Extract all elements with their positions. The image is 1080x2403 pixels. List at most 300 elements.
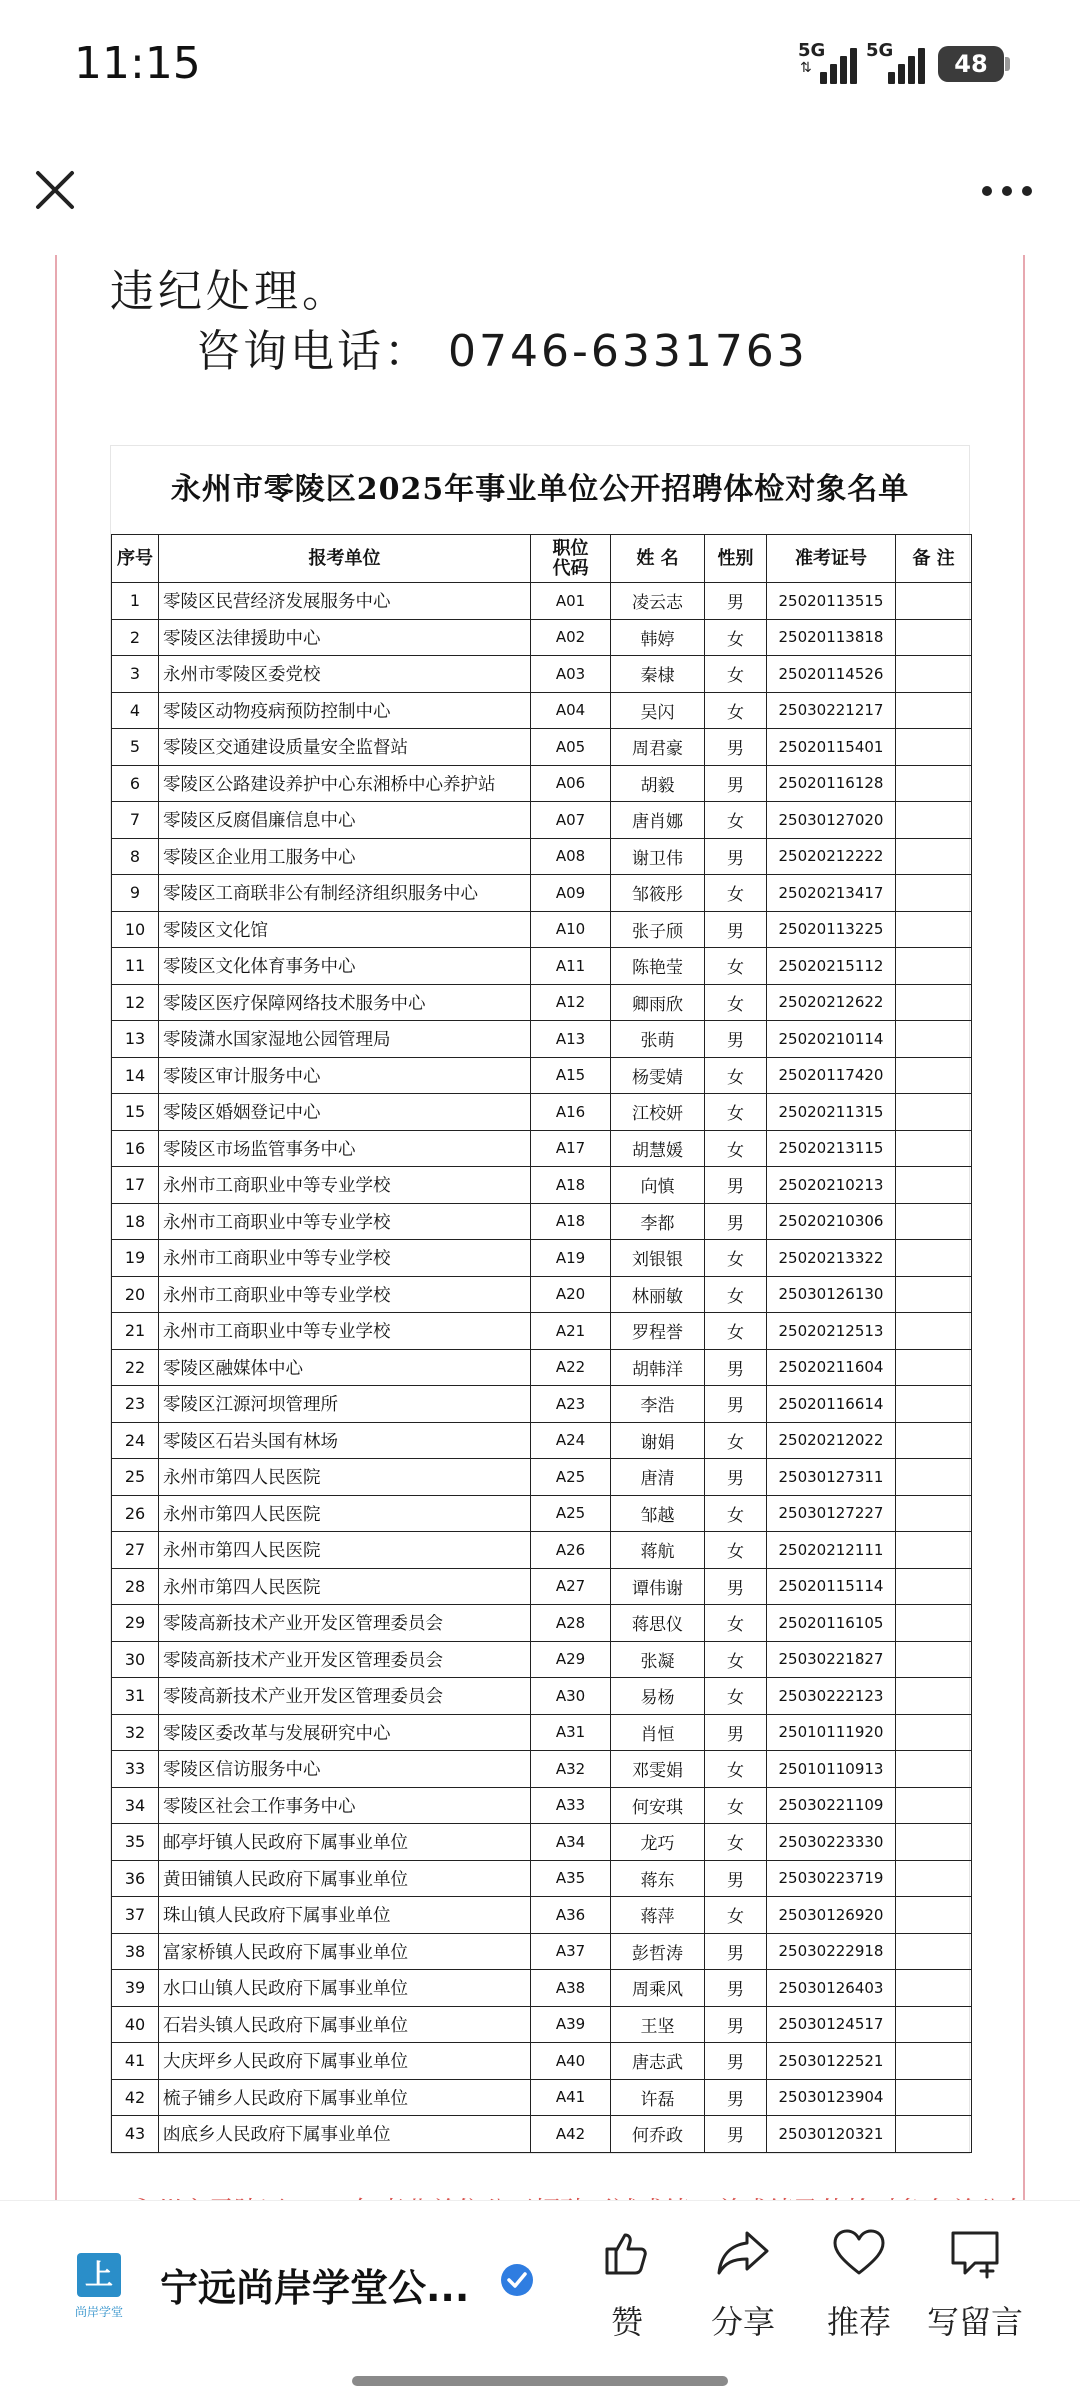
row-ticket: 25030223330 (767, 1824, 896, 1861)
row-unit: 零陵区交通建设质量安全监督站 (159, 729, 531, 766)
row-unit: 零陵区融媒体中心 (159, 1349, 531, 1386)
table-row (112, 1349, 972, 1386)
row-remark (896, 1532, 972, 1569)
document-image[interactable] (110, 445, 970, 2154)
row-remark (896, 2043, 972, 2080)
row-ticket: 25020212111 (767, 1532, 896, 1569)
row-name: 邹越 (611, 1495, 705, 1532)
row-name: 向慎 (611, 1167, 705, 1204)
row-position-code: A40 (531, 2043, 611, 2080)
table-row (112, 1714, 972, 1751)
row-seq: 19 (112, 1240, 159, 1277)
row-gender: 男 (705, 1167, 767, 1204)
row-seq: 9 (112, 875, 159, 912)
table-row (112, 1532, 972, 1569)
row-ticket: 25020212022 (767, 1422, 896, 1459)
more-icon[interactable] (978, 180, 1038, 202)
row-name: 谢娟 (611, 1422, 705, 1459)
row-remark (896, 1167, 972, 1204)
row-gender: 男 (705, 2116, 767, 2153)
row-name: 唐志武 (611, 2043, 705, 2080)
nav-bar (0, 130, 1080, 255)
row-unit: 零陵区社会工作事务中心 (159, 1787, 531, 1824)
table-row (112, 1568, 972, 1605)
table-row (112, 1824, 972, 1861)
row-seq: 23 (112, 1386, 159, 1423)
row-seq: 6 (112, 765, 159, 802)
row-seq: 29 (112, 1605, 159, 1642)
row-position-code: A23 (531, 1386, 611, 1423)
table-row (112, 1203, 972, 1240)
row-ticket: 25020212622 (767, 984, 896, 1021)
row-gender: 男 (705, 2079, 767, 2116)
row-gender: 男 (705, 1459, 767, 1496)
row-ticket: 25030221827 (767, 1641, 896, 1678)
row-gender: 男 (705, 1860, 767, 1897)
table-header (112, 535, 972, 583)
row-name: 彭哲涛 (611, 1933, 705, 1970)
row-gender: 男 (705, 838, 767, 875)
row-seq: 13 (112, 1021, 159, 1058)
table-row (112, 1787, 972, 1824)
row-unit: 永州市第四人民医院 (159, 1568, 531, 1605)
row-ticket: 25020213322 (767, 1240, 896, 1277)
row-seq: 34 (112, 1787, 159, 1824)
row-unit: 零陵区石岩头国有林场 (159, 1422, 531, 1459)
row-gender: 女 (705, 984, 767, 1021)
row-position-code: A12 (531, 984, 611, 1021)
row-ticket: 25020212222 (767, 838, 896, 875)
row-unit: 永州市第四人民医院 (159, 1459, 531, 1496)
row-position-code: A31 (531, 1714, 611, 1751)
row-seq: 7 (112, 802, 159, 839)
row-seq: 40 (112, 2006, 159, 2043)
row-position-code: A33 (531, 1787, 611, 1824)
row-name: 李浩 (611, 1386, 705, 1423)
table-row (112, 656, 972, 693)
table-row (112, 984, 972, 1021)
row-unit: 永州市工商职业中等专业学校 (159, 1203, 531, 1240)
row-unit: 珠山镇人民政府下属事业单位 (159, 1897, 531, 1934)
header-code: 职位 代码 (531, 535, 611, 583)
row-name: 李都 (611, 1203, 705, 1240)
contact-phone: 咨询电话： 0746-6331763 (196, 326, 808, 377)
row-name: 张子颀 (611, 911, 705, 948)
row-remark (896, 2079, 972, 2116)
row-name: 胡毅 (611, 765, 705, 802)
row-gender: 女 (705, 1495, 767, 1532)
row-seq: 24 (112, 1422, 159, 1459)
row-ticket: 25020113225 (767, 911, 896, 948)
row-gender: 女 (705, 1240, 767, 1277)
row-ticket: 25030221109 (767, 1787, 896, 1824)
row-unit: 零陵区法律援助中心 (159, 619, 531, 656)
row-ticket: 25020210213 (767, 1167, 896, 1204)
row-name: 唐清 (611, 1459, 705, 1496)
row-name: 张凝 (611, 1641, 705, 1678)
row-position-code: A39 (531, 2006, 611, 2043)
row-seq: 15 (112, 1094, 159, 1131)
row-gender: 男 (705, 729, 767, 766)
row-ticket: 25020115401 (767, 729, 896, 766)
row-seq: 33 (112, 1751, 159, 1788)
row-position-code: A10 (531, 911, 611, 948)
comment-icon (947, 2225, 1003, 2281)
row-unit: 零陵潇水国家湿地公园管理局 (159, 1021, 531, 1058)
row-gender: 男 (705, 1714, 767, 1751)
like-button[interactable]: 赞 (572, 2225, 682, 2385)
header-unit: 报考单位 (159, 535, 531, 583)
row-unit: 零陵区文化体育事务中心 (159, 948, 531, 985)
row-seq: 37 (112, 1897, 159, 1934)
header-ticket: 准考证号 (767, 535, 896, 583)
table-row (112, 1167, 972, 1204)
row-remark (896, 1349, 972, 1386)
row-ticket: 25020117420 (767, 1057, 896, 1094)
row-gender: 男 (705, 1203, 767, 1240)
table-row (112, 2116, 972, 2153)
row-remark (896, 875, 972, 912)
row-unit: 零陵区婚姻登记中心 (159, 1094, 531, 1131)
row-seq: 17 (112, 1167, 159, 1204)
row-name: 蒋思仪 (611, 1605, 705, 1642)
row-remark (896, 1897, 972, 1934)
row-remark (896, 729, 972, 766)
row-position-code: A38 (531, 1970, 611, 2007)
row-gender: 女 (705, 1751, 767, 1788)
row-name: 何安琪 (611, 1787, 705, 1824)
row-position-code: A27 (531, 1568, 611, 1605)
row-position-code: A03 (531, 656, 611, 693)
row-unit: 大庆坪乡人民政府下属事业单位 (159, 2043, 531, 2080)
table-row (112, 583, 972, 620)
row-remark (896, 802, 972, 839)
row-seq: 26 (112, 1495, 159, 1532)
row-name: 林丽敏 (611, 1276, 705, 1313)
row-ticket: 25030123904 (767, 2079, 896, 2116)
row-unit: 零陵区信访服务中心 (159, 1751, 531, 1788)
row-position-code: A41 (531, 2079, 611, 2116)
row-unit: 零陵区反腐倡廉信息中心 (159, 802, 531, 839)
row-remark (896, 1422, 972, 1459)
table-row (112, 1751, 972, 1788)
row-seq: 43 (112, 2116, 159, 2153)
row-gender: 男 (705, 1349, 767, 1386)
row-seq: 27 (112, 1532, 159, 1569)
row-name: 龙巧 (611, 1824, 705, 1861)
row-position-code: A25 (531, 1459, 611, 1496)
verified-badge-icon (500, 2263, 534, 2297)
table-row (112, 1641, 972, 1678)
row-name: 周君豪 (611, 729, 705, 766)
row-remark (896, 1641, 972, 1678)
table-row (112, 1495, 972, 1532)
row-remark (896, 1459, 972, 1496)
row-name: 张萌 (611, 1021, 705, 1058)
thumbs-up-icon (599, 2225, 655, 2281)
row-seq: 22 (112, 1349, 159, 1386)
row-position-code: A02 (531, 619, 611, 656)
row-position-code: A08 (531, 838, 611, 875)
row-remark (896, 1203, 972, 1240)
table-row (112, 1094, 972, 1131)
row-ticket: 25030221217 (767, 692, 896, 729)
row-position-code: A07 (531, 802, 611, 839)
table-row (112, 2043, 972, 2080)
border-line (55, 255, 57, 2200)
row-remark (896, 911, 972, 948)
row-unit: 零陵区文化馆 (159, 911, 531, 948)
row-gender: 男 (705, 583, 767, 620)
row-gender: 男 (705, 2043, 767, 2080)
table-row (112, 1422, 972, 1459)
signal-icon: 5G ⇅ (798, 40, 868, 84)
row-seq: 25 (112, 1459, 159, 1496)
row-remark (896, 692, 972, 729)
row-ticket: 25020113818 (767, 619, 896, 656)
row-ticket: 25010111920 (767, 1714, 896, 1751)
row-position-code: A09 (531, 875, 611, 912)
row-seq: 11 (112, 948, 159, 985)
row-position-code: A18 (531, 1203, 611, 1240)
row-unit: 凼底乡人民政府下属事业单位 (159, 2116, 531, 2153)
row-ticket: 25030222123 (767, 1678, 896, 1715)
row-remark (896, 1970, 972, 2007)
share-button[interactable]: 分享 (688, 2225, 798, 2385)
row-gender: 女 (705, 1824, 767, 1861)
row-gender: 女 (705, 1130, 767, 1167)
row-gender: 男 (705, 1970, 767, 2007)
row-ticket: 25020116105 (767, 1605, 896, 1642)
account-name[interactable]: 宁远尚岸学堂公... (160, 2266, 470, 2310)
table-row (112, 1970, 972, 2007)
row-name: 卿雨欣 (611, 984, 705, 1021)
intro-text: 违纪处理。 (110, 266, 350, 317)
table-row (112, 1313, 972, 1350)
row-remark (896, 2116, 972, 2153)
row-seq: 41 (112, 2043, 159, 2080)
row-name: 蒋萍 (611, 1897, 705, 1934)
row-gender: 女 (705, 1897, 767, 1934)
row-name: 邹筱彤 (611, 875, 705, 912)
row-ticket: 25010110913 (767, 1751, 896, 1788)
row-ticket: 25030127020 (767, 802, 896, 839)
row-position-code: A28 (531, 1605, 611, 1642)
row-name: 谢卫伟 (611, 838, 705, 875)
table-row (112, 1130, 972, 1167)
row-gender: 女 (705, 619, 767, 656)
row-remark (896, 1276, 972, 1313)
row-name: 何乔政 (611, 2116, 705, 2153)
row-remark (896, 1605, 972, 1642)
row-remark (896, 765, 972, 802)
row-seq: 31 (112, 1678, 159, 1715)
row-gender: 女 (705, 1313, 767, 1350)
status-bar (0, 0, 1080, 130)
home-indicator[interactable] (352, 2376, 728, 2386)
row-gender: 女 (705, 1057, 767, 1094)
row-seq: 21 (112, 1313, 159, 1350)
row-name: 罗程誉 (611, 1313, 705, 1350)
row-seq: 38 (112, 1933, 159, 1970)
row-unit: 邮亭圩镇人民政府下属事业单位 (159, 1824, 531, 1861)
row-remark (896, 1240, 972, 1277)
row-position-code: A21 (531, 1313, 611, 1350)
row-remark (896, 1824, 972, 1861)
row-unit: 零陵高新技术产业开发区管理委员会 (159, 1678, 531, 1715)
row-unit: 零陵区审计服务中心 (159, 1057, 531, 1094)
row-ticket: 25020115114 (767, 1568, 896, 1605)
table-row (112, 948, 972, 985)
row-remark (896, 1021, 972, 1058)
table-row (112, 1459, 972, 1496)
row-unit: 永州市工商职业中等专业学校 (159, 1240, 531, 1277)
row-unit: 零陵区江源河坝管理所 (159, 1386, 531, 1423)
table-row (112, 1386, 972, 1423)
row-ticket: 25020211604 (767, 1349, 896, 1386)
table-title: 永州市零陵区2025年事业单位公开招聘体检对象名单 (170, 472, 910, 507)
row-unit: 黄田铺镇人民政府下属事业单位 (159, 1860, 531, 1897)
row-ticket: 25030127311 (767, 1459, 896, 1496)
row-unit: 零陵区公路建设养护中心东湘桥中心养护站 (159, 765, 531, 802)
row-gender: 男 (705, 1021, 767, 1058)
row-name: 胡慧媛 (611, 1130, 705, 1167)
row-name: 陈艳莹 (611, 948, 705, 985)
table-row (112, 911, 972, 948)
table-row (112, 1678, 972, 1715)
row-gender: 女 (705, 875, 767, 912)
row-unit: 永州市工商职业中等专业学校 (159, 1276, 531, 1313)
row-remark (896, 838, 972, 875)
row-seq: 5 (112, 729, 159, 766)
account-logo[interactable]: 上 尚岸学堂 (66, 2253, 132, 2333)
row-seq: 3 (112, 656, 159, 693)
row-gender: 女 (705, 692, 767, 729)
table-row (112, 1276, 972, 1313)
table-row (112, 838, 972, 875)
table-row (112, 1605, 972, 1642)
row-remark (896, 984, 972, 1021)
row-seq: 20 (112, 1276, 159, 1313)
row-ticket: 25020210114 (767, 1021, 896, 1058)
row-ticket: 25030124517 (767, 2006, 896, 2043)
table-row (112, 692, 972, 729)
row-seq: 2 (112, 619, 159, 656)
row-name: 蒋航 (611, 1532, 705, 1569)
row-remark (896, 1933, 972, 1970)
row-unit: 零陵区工商联非公有制经济组织服务中心 (159, 875, 531, 912)
border-line (1023, 255, 1025, 2200)
heart-icon (831, 2225, 887, 2281)
row-ticket: 25030127227 (767, 1495, 896, 1532)
row-unit: 永州市工商职业中等专业学校 (159, 1313, 531, 1350)
row-gender: 女 (705, 1276, 767, 1313)
row-seq: 18 (112, 1203, 159, 1240)
row-name: 周乘风 (611, 1970, 705, 2007)
table-row (112, 1860, 972, 1897)
row-gender: 男 (705, 1933, 767, 1970)
row-position-code: A35 (531, 1860, 611, 1897)
row-position-code: A32 (531, 1751, 611, 1788)
close-icon[interactable] (30, 165, 80, 215)
row-name: 邓雯娟 (611, 1751, 705, 1788)
row-unit: 零陵区民营经济发展服务中心 (159, 583, 531, 620)
row-gender: 女 (705, 1094, 767, 1131)
row-position-code: A25 (531, 1495, 611, 1532)
row-unit: 零陵区委改革与发展研究中心 (159, 1714, 531, 1751)
row-unit: 永州市零陵区委党校 (159, 656, 531, 693)
row-unit: 永州市第四人民医院 (159, 1495, 531, 1532)
table-row (112, 619, 972, 656)
row-ticket: 25020113515 (767, 583, 896, 620)
row-position-code: A13 (531, 1021, 611, 1058)
row-gender: 男 (705, 911, 767, 948)
row-gender: 女 (705, 1605, 767, 1642)
battery-icon: 48 (938, 46, 1004, 82)
row-ticket: 25020213417 (767, 875, 896, 912)
row-gender: 男 (705, 1568, 767, 1605)
header-name: 姓 名 (611, 535, 705, 583)
header-seq: 序号 (112, 535, 159, 583)
row-seq: 30 (112, 1641, 159, 1678)
table-row (112, 802, 972, 839)
row-seq: 8 (112, 838, 159, 875)
row-ticket: 25020116128 (767, 765, 896, 802)
row-gender: 女 (705, 656, 767, 693)
row-gender: 女 (705, 1787, 767, 1824)
row-position-code: A01 (531, 583, 611, 620)
row-name: 许磊 (611, 2079, 705, 2116)
row-remark (896, 1678, 972, 1715)
row-gender: 男 (705, 2006, 767, 2043)
row-remark (896, 1495, 972, 1532)
row-unit: 水口山镇人民政府下属事业单位 (159, 1970, 531, 2007)
comment-button[interactable]: 写留言 (920, 2225, 1030, 2385)
table-row (112, 875, 972, 912)
row-seq: 16 (112, 1130, 159, 1167)
row-ticket: 25030120321 (767, 2116, 896, 2153)
row-gender: 女 (705, 1422, 767, 1459)
recommend-button[interactable]: 推荐 (804, 2225, 914, 2385)
row-position-code: A36 (531, 1897, 611, 1934)
row-remark (896, 1714, 972, 1751)
row-name: 江校妍 (611, 1094, 705, 1131)
row-seq: 10 (112, 911, 159, 948)
row-unit: 零陵高新技术产业开发区管理委员会 (159, 1605, 531, 1642)
header-remark: 备 注 (896, 535, 972, 583)
row-gender: 男 (705, 1386, 767, 1423)
row-unit: 零陵区市场监管事务中心 (159, 1130, 531, 1167)
table-row (112, 2006, 972, 2043)
row-position-code: A29 (531, 1641, 611, 1678)
row-remark (896, 1386, 972, 1423)
row-name: 韩婷 (611, 619, 705, 656)
row-name: 凌云志 (611, 583, 705, 620)
row-remark (896, 1094, 972, 1131)
row-ticket: 25030126403 (767, 1970, 896, 2007)
row-name: 肖恒 (611, 1714, 705, 1751)
row-name: 秦棣 (611, 656, 705, 693)
row-unit: 零陵区动物疫病预防控制中心 (159, 692, 531, 729)
row-ticket: 25020116614 (767, 1386, 896, 1423)
row-seq: 4 (112, 692, 159, 729)
row-seq: 14 (112, 1057, 159, 1094)
row-position-code: A34 (531, 1824, 611, 1861)
row-remark (896, 948, 972, 985)
row-position-code: A18 (531, 1167, 611, 1204)
row-position-code: A30 (531, 1678, 611, 1715)
row-ticket: 25030122521 (767, 2043, 896, 2080)
